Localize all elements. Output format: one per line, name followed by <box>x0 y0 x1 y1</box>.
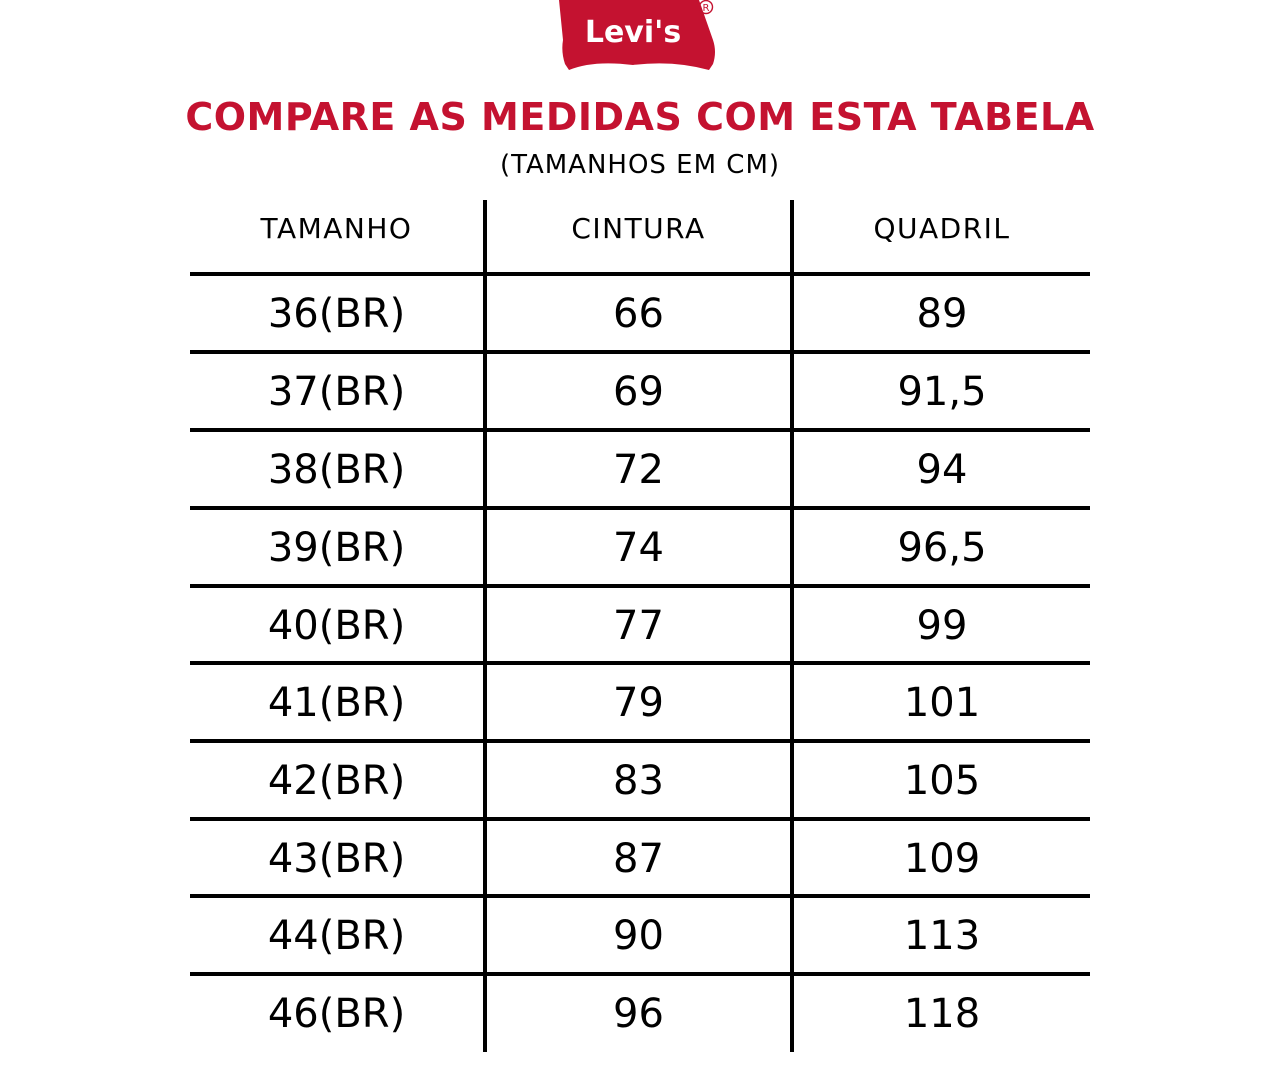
cell-quadril: 105 <box>903 758 981 804</box>
cell-quadril: 109 <box>903 836 981 882</box>
cell-quadril: 99 <box>916 603 968 649</box>
column-header-tamanho: TAMANHO <box>260 212 413 245</box>
cell-quadril: 89 <box>916 291 968 337</box>
cell-cintura: 72 <box>613 447 664 493</box>
cell-quadril: 113 <box>903 913 981 959</box>
cell-tamanho: 36(BR) <box>267 291 406 337</box>
cell-quadril: 91,5 <box>897 369 987 415</box>
cell-cintura: 77 <box>613 603 664 649</box>
column-header-quadril: QUADRIL <box>873 212 1011 245</box>
page-subtitle: (TAMANHOS EM CM) <box>499 150 781 180</box>
cell-cintura: 87 <box>613 836 664 882</box>
cell-quadril: 118 <box>903 991 981 1037</box>
cell-quadril: 96,5 <box>897 525 987 571</box>
cell-tamanho: 43(BR) <box>267 836 406 882</box>
cell-cintura: 90 <box>613 913 664 959</box>
cell-tamanho: 37(BR) <box>267 369 406 415</box>
cell-tamanho: 41(BR) <box>267 680 406 726</box>
cell-cintura: 79 <box>613 680 664 726</box>
cell-cintura: 69 <box>613 369 664 415</box>
cell-quadril: 94 <box>916 447 968 493</box>
levis-logo <box>553 0 727 72</box>
cell-tamanho: 46(BR) <box>267 991 406 1037</box>
cell-tamanho: 44(BR) <box>267 913 406 959</box>
cell-cintura: 66 <box>613 291 664 337</box>
size-table <box>190 200 1090 1052</box>
column-header-cintura: CINTURA <box>571 212 706 245</box>
cell-quadril: 101 <box>903 680 981 726</box>
cell-tamanho: 38(BR) <box>267 447 406 493</box>
cell-tamanho: 40(BR) <box>267 603 406 649</box>
cell-cintura: 74 <box>613 525 664 571</box>
registered-mark: R <box>702 3 710 14</box>
cell-cintura: 96 <box>613 991 664 1037</box>
logo-wordmark: Levi's <box>584 15 682 50</box>
cell-tamanho: 39(BR) <box>267 525 406 571</box>
cell-cintura: 83 <box>613 758 664 804</box>
cell-tamanho: 42(BR) <box>267 758 406 804</box>
page-title: COMPARE AS MEDIDAS COM ESTA TABELA <box>185 95 1095 139</box>
